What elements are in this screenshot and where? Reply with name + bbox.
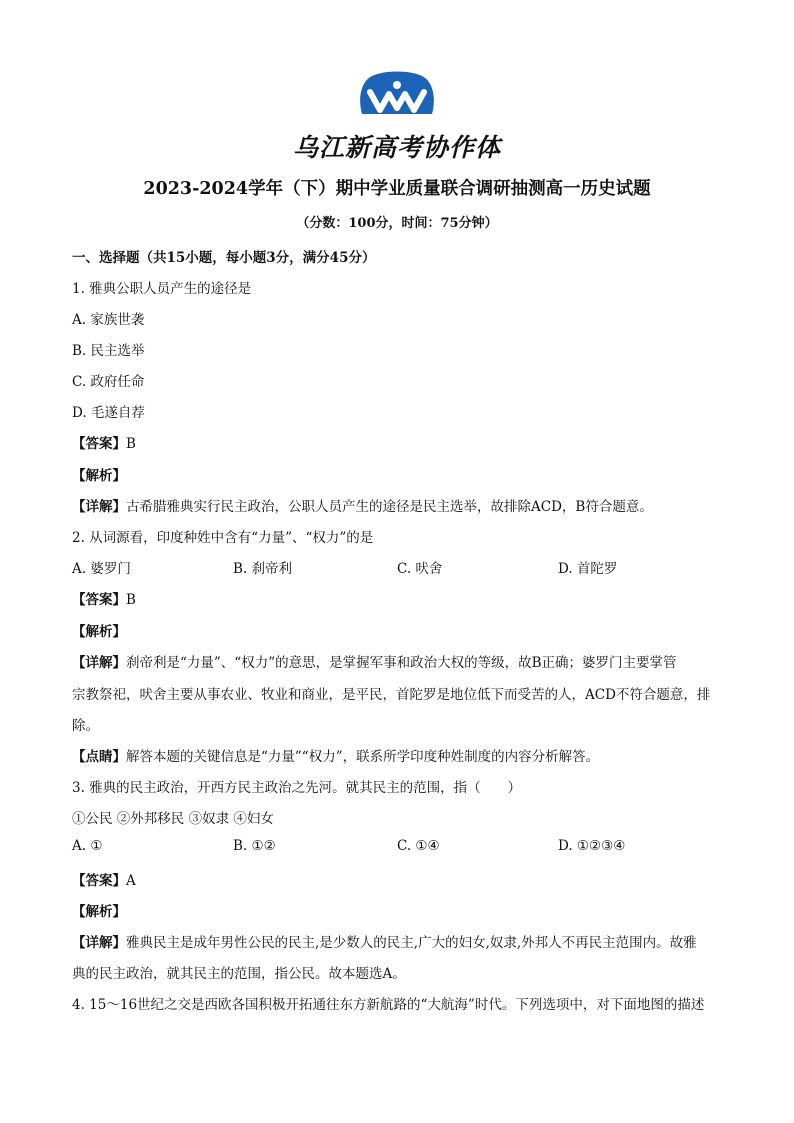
q2-detail-line1 — [72, 651, 677, 671]
answer-tag: 【答案】 — [72, 592, 126, 608]
detail-tag: 【详解】 — [72, 655, 126, 671]
q3-option-c: C. ①④ — [397, 838, 440, 854]
q3-answer — [72, 869, 136, 889]
q3-option-d: D. ①②③④ — [558, 838, 626, 854]
q2-point — [72, 745, 599, 765]
answer-tag: 【答案】 — [72, 436, 126, 452]
logo-icon — [356, 70, 438, 120]
answer-value: A — [126, 873, 136, 889]
q1-option-a: A. 家族世袭 — [72, 312, 145, 328]
q2-option-b: B. 刹帝利 — [233, 561, 293, 577]
q3-detail-line1 — [72, 931, 697, 951]
exam-subtitle: （分数：100分，时间：75分钟） — [296, 216, 498, 231]
detail-tag: 【详解】 — [72, 499, 126, 515]
q1-analysis-tag: 【解析】 — [72, 468, 126, 484]
detail-text: 刹帝利是“力量”、“权力”的意思，是掌握军事和政治大权的等级，故B正确；婆罗门主要掌管 — [126, 655, 677, 671]
q3-analysis-tag: 【解析】 — [72, 904, 126, 920]
exam-title: 2023-2024学年（下）期中学业质量联合调研抽测高一历史试题 — [143, 179, 651, 199]
q2-stem: 2. 从词源看，印度种姓中含有“力量”、“权力”的是 — [72, 530, 374, 546]
q3-stem: 3. 雅典的民主政治，开西方民主政治之先河。就其民主的范围，指（ ） — [72, 780, 522, 796]
q2-option-a: A. 婆罗门 — [72, 561, 131, 577]
q2-option-d: D. 首陀罗 — [558, 561, 618, 577]
q3-option-a: A. ① — [72, 838, 103, 854]
q1-option-c: C. 政府任命 — [72, 374, 145, 390]
point-tag: 【点睛】 — [72, 749, 126, 765]
q1-detail — [72, 495, 653, 515]
detail-text: 古希腊雅典实行民主政治，公职人员产生的途径是民主选举，故排除ACD，B符合题意。 — [126, 499, 653, 515]
detail-tag: 【详解】 — [72, 935, 126, 951]
q3-choices: ①公民 ②外邦移民 ③奴隶 ④妇女 — [72, 811, 274, 827]
detail-text: 雅典民主是成年男性公民的民主,是少数人的民主,广大的妇女,奴隶,外邦人不再民主范围内。故雅 — [126, 935, 697, 951]
q2-analysis-tag: 【解析】 — [72, 624, 126, 640]
answer-value: B — [126, 592, 136, 608]
brand-name: 乌江新高考协作体 — [292, 133, 501, 162]
answer-tag: 【答案】 — [72, 873, 126, 889]
q1-answer — [72, 432, 136, 452]
q4-stem: 4. 15～16世纪之交是西欧各国积极开拓通往东方新航路的“大航海”时代。下列选项中，对下面地图的描述 — [72, 997, 705, 1013]
q2-detail-line2: 宗教祭祀，吠舍主要从事农业、牧业和商业，是平民，首陀罗是地位低下而受苦的人，ACD不符合题意，排 — [72, 687, 711, 703]
q3-option-b: B. ①② — [233, 838, 276, 854]
q2-answer — [72, 588, 136, 608]
q2-option-c: C. 吠舍 — [397, 561, 443, 577]
q1-stem: 1. 雅典公职人员产生的途径是 — [72, 281, 252, 297]
q1-option-d: D. 毛遂自荐 — [72, 405, 145, 421]
q3-detail-line2: 典的民主政治，就其民主的范围，指公民。故本题选A。 — [72, 966, 406, 982]
answer-value: B — [126, 436, 136, 452]
q1-option-b: B. 民主选举 — [72, 343, 145, 359]
section-heading: 一、选择题（共15小题，每小题3分，满分45分） — [72, 250, 376, 266]
q2-detail-line3: 除。 — [72, 718, 99, 734]
point-text: 解答本题的关键信息是“力量”“权力”，联系所学印度种姓制度的内容分析解答。 — [126, 749, 600, 765]
